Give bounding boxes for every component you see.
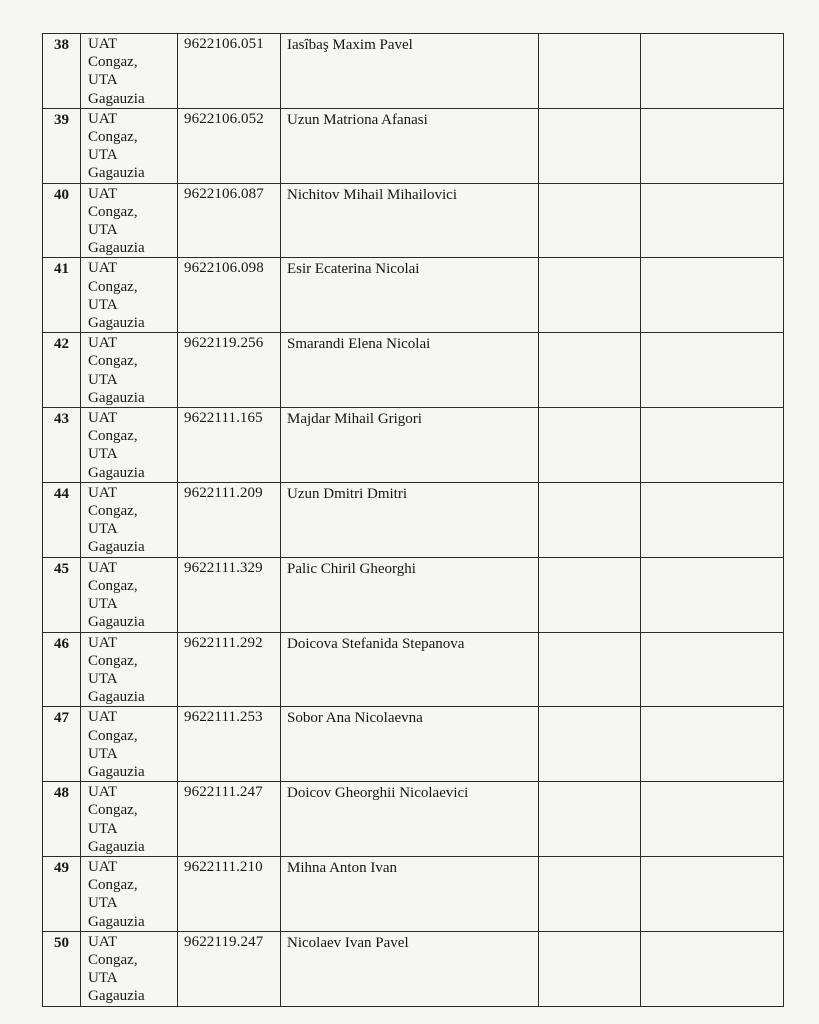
location-text: UAT Congaz, UTA Gagauzia (88, 484, 145, 556)
row-number: 50 (54, 934, 69, 951)
row-number: 43 (54, 411, 69, 428)
location-cell (81, 707, 178, 782)
location-text: UAT Congaz, UTA Gagauzia (88, 933, 145, 1005)
cadastral-number: 9622111.165 (184, 410, 263, 427)
empty-cell (539, 183, 641, 258)
cadastral-cell (178, 108, 281, 183)
owner-name: Uzun Matriona Afanasi (287, 111, 428, 128)
cadastral-number: 9622111.210 (184, 858, 263, 875)
empty-cell (641, 34, 784, 109)
cadastral-cell (178, 557, 281, 632)
owner-cell (281, 34, 539, 109)
empty-cell (641, 632, 784, 707)
empty-cell (641, 557, 784, 632)
owner-name: Doicova Stefanida Stepanova (287, 635, 465, 652)
cadastral-cell (178, 258, 281, 333)
owner-cell (281, 782, 539, 857)
owner-cell (281, 333, 539, 408)
cadastral-cell (178, 707, 281, 782)
location-text: UAT Congaz, UTA Gagauzia (88, 634, 145, 706)
location-cell (81, 931, 178, 1006)
cadastral-number: 9622106.087 (184, 185, 264, 202)
owner-cell (281, 108, 539, 183)
empty-cell (539, 782, 641, 857)
owner-cell (281, 557, 539, 632)
cadastral-number: 9622119.256 (184, 335, 264, 352)
row-number-cell (43, 408, 81, 483)
row-number-cell (43, 258, 81, 333)
empty-cell (641, 333, 784, 408)
owner-name: Nicolaev Ivan Pavel (287, 934, 409, 951)
owner-cell (281, 707, 539, 782)
empty-cell (539, 557, 641, 632)
location-text: UAT Congaz, UTA Gagauzia (88, 559, 145, 631)
cadastral-number: 9622111.329 (184, 559, 263, 576)
owner-cell (281, 931, 539, 1006)
row-number: 38 (54, 37, 69, 53)
table-row (43, 856, 784, 931)
row-number: 48 (54, 785, 69, 802)
row-number: 40 (54, 186, 69, 203)
location-cell (81, 333, 178, 408)
row-number-cell (43, 856, 81, 931)
table-row (43, 408, 784, 483)
row-number-cell (43, 108, 81, 183)
location-text: UAT Congaz, UTA Gagauzia (88, 335, 145, 406)
location-cell (81, 482, 178, 557)
cadastral-number: 9622119.247 (184, 933, 264, 950)
location-text: UAT Congaz, UTA Gagauzia (88, 784, 145, 855)
cadastral-cell (178, 333, 281, 408)
location-text: UAT Congaz, UTA Gagauzia (88, 858, 145, 930)
cadastral-number: 9622111.209 (184, 484, 263, 501)
location-text: UAT Congaz, UTA Gagauzia (88, 260, 145, 332)
table-row (43, 258, 784, 333)
cadastral-number: 9622111.253 (184, 709, 263, 726)
row-number: 49 (54, 859, 69, 876)
owner-cell (281, 632, 539, 707)
owner-cell (281, 482, 539, 557)
empty-cell (539, 856, 641, 931)
table-row (43, 183, 784, 258)
table-row (43, 707, 784, 782)
row-number: 41 (54, 261, 69, 278)
owner-name: Nichitov Mihail Mihailovici (287, 186, 457, 203)
cadastral-number: 9622106.098 (184, 260, 264, 277)
empty-cell (641, 183, 784, 258)
row-number-cell (43, 333, 81, 408)
location-cell (81, 856, 178, 931)
table-row (43, 632, 784, 707)
row-number: 39 (54, 111, 69, 128)
cadastral-number: 9622111.247 (184, 784, 263, 801)
owner-cell (281, 856, 539, 931)
table-row (43, 34, 784, 109)
row-number: 45 (54, 560, 69, 577)
table-row (43, 108, 784, 183)
location-text: UAT Congaz, UTA Gagauzia (88, 36, 145, 107)
location-cell (81, 782, 178, 857)
owner-cell (281, 258, 539, 333)
row-number-cell (43, 782, 81, 857)
empty-cell (539, 482, 641, 557)
owner-name: Palic Chiril Gheorghi (287, 560, 416, 577)
empty-cell (641, 408, 784, 483)
row-number-cell (43, 632, 81, 707)
cadastral-number: 9622106.051 (184, 36, 264, 52)
cadastral-cell (178, 408, 281, 483)
empty-cell (539, 408, 641, 483)
owner-name: Smarandi Elena Nicolai (287, 336, 431, 353)
empty-cell (539, 632, 641, 707)
row-number: 47 (54, 710, 69, 727)
table-row (43, 482, 784, 557)
empty-cell (641, 258, 784, 333)
empty-cell (539, 34, 641, 109)
table-row (43, 931, 784, 1006)
location-cell (81, 34, 178, 109)
owner-cell (281, 408, 539, 483)
owner-name: Esir Ecaterina Nicolai (287, 261, 420, 278)
location-cell (81, 258, 178, 333)
owner-name: Doicov Gheorghii Nicolaevici (287, 785, 469, 802)
location-cell (81, 183, 178, 258)
empty-cell (539, 258, 641, 333)
empty-cell (539, 707, 641, 782)
row-number-cell (43, 557, 81, 632)
location-text: UAT Congaz, UTA Gagauzia (88, 110, 145, 182)
owner-name: Uzun Dmitri Dmitri (287, 485, 407, 502)
row-number: 44 (54, 485, 69, 502)
location-text: UAT Congaz, UTA Gagauzia (88, 709, 145, 780)
row-number-cell (43, 482, 81, 557)
empty-cell (539, 333, 641, 408)
location-text: UAT Congaz, UTA Gagauzia (88, 185, 145, 257)
cadastral-cell (178, 782, 281, 857)
cadastral-cell (178, 482, 281, 557)
cadastral-number: 9622106.052 (184, 110, 264, 127)
row-number-cell (43, 931, 81, 1006)
row-number-cell (43, 34, 81, 109)
cadastral-cell (178, 34, 281, 109)
location-cell (81, 408, 178, 483)
location-cell (81, 557, 178, 632)
table-body (43, 34, 784, 1007)
row-number-cell (43, 183, 81, 258)
table-row (43, 557, 784, 632)
empty-cell (539, 108, 641, 183)
cadastral-cell (178, 632, 281, 707)
owner-name: Majdar Mihail Grigori (287, 411, 422, 428)
empty-cell (641, 856, 784, 931)
cadastral-cell (178, 183, 281, 258)
cadastral-cell (178, 856, 281, 931)
empty-cell (539, 931, 641, 1006)
empty-cell (641, 482, 784, 557)
empty-cell (641, 108, 784, 183)
location-cell (81, 632, 178, 707)
owner-name: Sobor Ana Nicolaevna (287, 710, 423, 727)
location-cell (81, 108, 178, 183)
owner-cell (281, 183, 539, 258)
owner-name: Iasîbaş Maxim Pavel (287, 37, 413, 53)
land-registry-table (42, 33, 784, 1007)
owner-name: Mihna Anton Ivan (287, 859, 397, 876)
empty-cell (641, 931, 784, 1006)
row-number: 42 (54, 336, 69, 353)
empty-cell (641, 782, 784, 857)
table-row (43, 782, 784, 857)
cadastral-number: 9622111.292 (184, 634, 263, 651)
row-number: 46 (54, 635, 69, 652)
row-number-cell (43, 707, 81, 782)
table-row (43, 333, 784, 408)
cadastral-cell (178, 931, 281, 1006)
empty-cell (641, 707, 784, 782)
location-text: UAT Congaz, UTA Gagauzia (88, 410, 145, 481)
